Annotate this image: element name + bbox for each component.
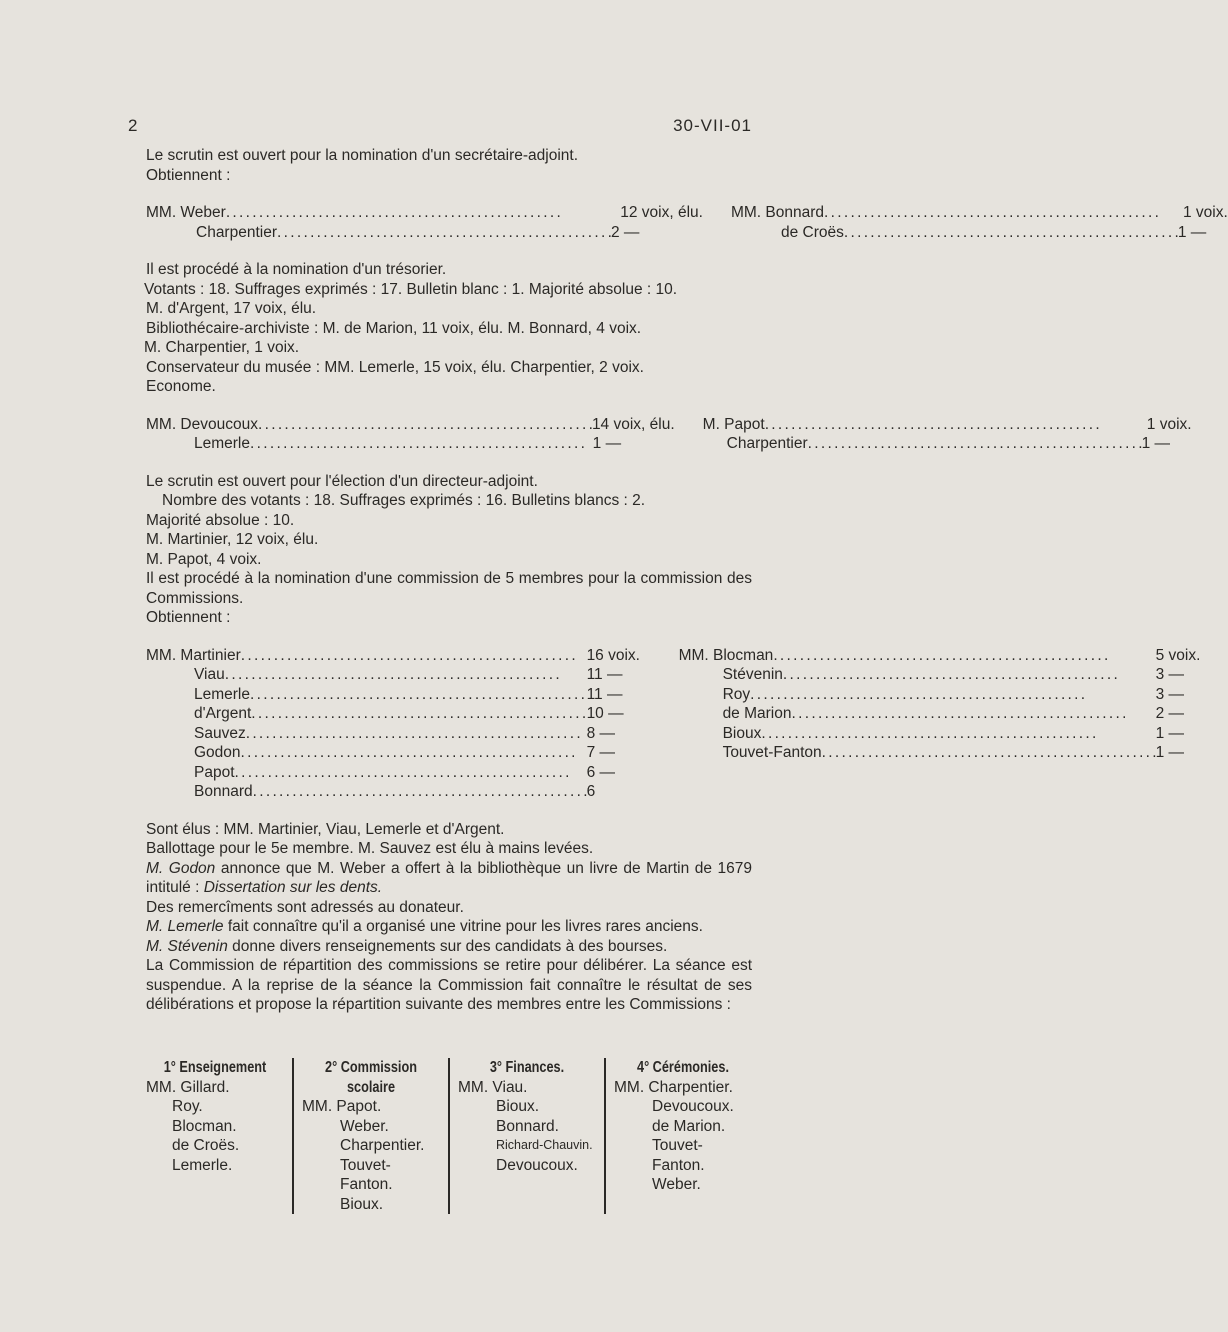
text-paragraph: M. Stévenin donne divers renseignements sur des candidats à des bourses. [146,937,668,955]
vote-table-secretary [146,203,1228,242]
member: MM. Viau. [458,1078,528,1096]
text-line: Sont élus : MM. Martinier, Viau, Lemerle et d'Argent. [146,820,505,838]
speaker-name: M. Lemerle [146,918,224,935]
page-date: 30-VII-01 [673,116,752,135]
member: Bioux. [340,1195,384,1213]
text-line: Le scrutin est ouvert pour l'élection d'un directeur-adjoint. [146,472,538,490]
vote-row: M. Papot . . . 1 voix. [703,415,1192,435]
text-line: Ballottage pour le 5e membre. M. Sauvez est élu à mains levées. [146,840,594,857]
member: Weber. [340,1117,389,1135]
vote-column-right [731,203,1228,242]
vote-row: Papot . . . 6 — [146,763,649,783]
text-line: Conservateur du musée : MM. Lemerle, 15 voix, élu. Charpentier, 2 voix. [146,358,644,376]
vote-row: Roy . . . 3 — [679,685,1214,705]
vote-row: Lemerle . . . 1 — [146,434,675,454]
commission-column [458,1058,596,1214]
member: de Croës. [172,1137,240,1154]
commission-column [302,1058,440,1214]
vote-row: MM. Blocman . . . 5 voix. [679,646,1214,666]
member: Devoucoux. [652,1098,734,1115]
text-line: Le scrutin est ouvert pour la nomination d'un secrétaire-adjoint. [146,147,579,164]
commission-column [146,1058,284,1214]
vote-row: Charpentier . . . 1 — [703,434,1192,454]
vote-row: Charpentier . . . 2 — [146,223,703,243]
member: Devoucoux. [496,1156,578,1174]
text-line: M. Charpentier, 1 voix. [144,339,300,356]
vote-row: MM. Bonnard . . . 1 voix. [731,203,1228,223]
vote-row: d'Argent . . . 10 — [146,704,649,724]
book-title: Dissertation sur les dents. [203,879,383,896]
text-paragraph: M. Godon annonce que M. Weber a offert à la bibliothèque un livre de Martin de 1679 intitulé : Dissertation sur les dents. [146,859,753,896]
document-body [144,146,1228,1015]
member: Bioux. [496,1098,540,1115]
vote-row: de Croës . . . 1 — [731,223,1228,243]
member: Touvet-Fanton. [652,1137,705,1174]
vote-row: Viau . . . 11 — [146,665,649,685]
text-line: Bibliothécaire-archiviste : M. de Marion, 11 voix, élu. M. Bonnard, 4 voix. [146,319,642,337]
vote-column-left [146,415,675,454]
column-separator [292,1058,294,1214]
member: MM. Charpentier. [614,1078,733,1096]
member: Touvet-Fanton. [340,1156,393,1193]
speaker-name: M. Godon [146,859,216,877]
vote-row: MM. Weber . . . 12 voix, élu. [146,203,703,223]
vote-row: Lemerle . . . 11 — [146,685,649,705]
member: Bonnard. [496,1117,559,1135]
column-separator [448,1058,450,1214]
speaker-name: M. Stévenin [146,937,228,955]
vote-row: Godon . . . 7 — [146,743,649,763]
text-line: Econome. [146,378,216,395]
text-paragraph: La Commission de répartition des commissions se retire pour délibérer. La séance est suspendue. A la reprise de la séance la Commission fait connaître le résultat de ses délibérations et propose la répartition suivante des membres entre les Commissions : [146,957,752,1013]
vote-row: Touvet-Fanton . . . 1 — [679,743,1214,763]
text-line: Votants : 18. Suffrages exprimés : 17. Bulletin blanc : 1. Majorité absolue : 10. [144,280,678,298]
commission-title: 4° Cérémonies. [637,1059,729,1076]
text-paragraph: M. Lemerle fait connaître qu'il a organisé une vitrine pour les livres rares anciens. [146,918,703,935]
commission-title: 2° Commission scolaire [325,1059,417,1096]
text-line: M. d'Argent, 17 voix, élu. [146,300,317,317]
vote-row: Bioux . . . 1 — [679,724,1214,744]
member: Roy. [172,1098,203,1115]
vote-column-left [146,646,649,802]
commissions-table [146,1058,752,1214]
vote-row: Bonnard . . . 6 [146,782,649,802]
vote-row: Sauvez . . . 8 — [146,724,649,744]
vote-row: MM. Martinier . . . 16 voix. [146,646,649,666]
member: Richard-Chauvin. [496,1138,593,1152]
text-line: M. Martinier, 12 voix, élu. [146,531,319,548]
member: de Marion. [652,1117,726,1135]
page-number: 2 [128,116,138,135]
vote-column-right [703,415,1192,454]
vote-table-econome [146,415,1192,454]
vote-row: de Marion . . . 2 — [679,704,1214,724]
member: MM. Gillard. [146,1078,230,1096]
text-line: M. Papot, 4 voix. [146,550,262,568]
vote-row: MM. Devoucoux . . . 14 voix, élu. [146,415,675,435]
commission-title: 1° Enseignement [163,1059,267,1076]
text-line: Obtiennent : [146,609,231,626]
text-line: Des remercîments sont adressés au donateur. [146,898,464,916]
commission-title: 3° Finances. [489,1059,565,1076]
member: Charpentier. [340,1137,425,1154]
member: MM. Papot. [302,1098,382,1115]
member: Blocman. [172,1117,237,1135]
text-paragraph: Il est procédé à la nomination d'une commission de 5 membres pour la commission des Commissions. [146,570,752,607]
text-line: Il est procédé à la nomination d'un trésorier. [146,261,447,278]
text-line: Nombre des votants : 18. Suffrages exprimés : 16. Bulletins blancs : 2. [162,492,646,509]
column-separator [604,1058,606,1214]
vote-column-left [146,203,703,242]
text-line: Obtiennent : [146,166,231,184]
commission-column [614,1058,752,1214]
member: Lemerle. [172,1156,233,1174]
text-line: Majorité absolue : 10. [146,511,295,529]
vote-row: Stévenin . . . 3 — [679,665,1214,685]
vote-column-right [679,646,1214,802]
vote-table-commission [146,646,1201,802]
member: Weber. [652,1176,701,1193]
